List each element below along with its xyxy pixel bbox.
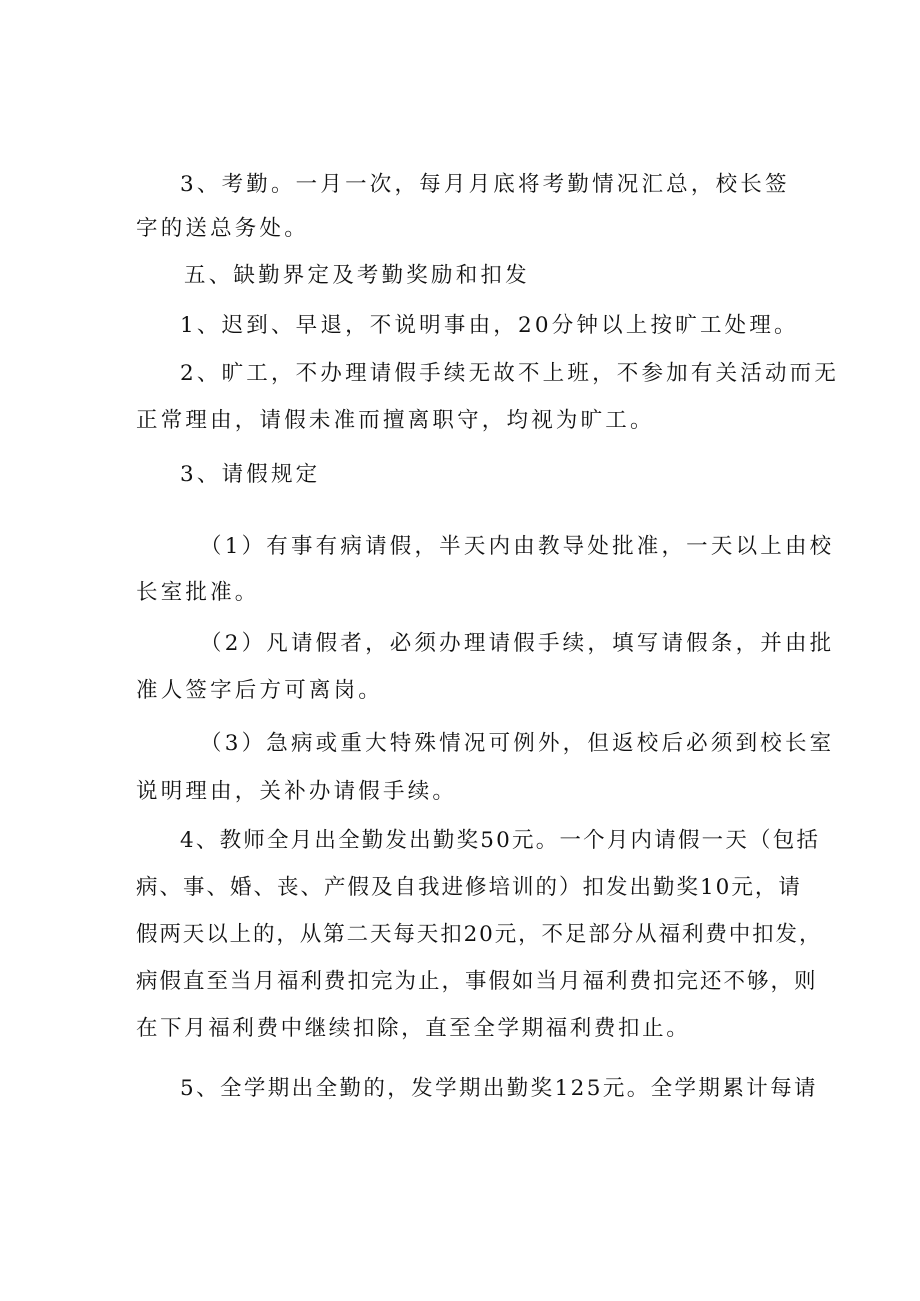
leave-rule-3-line-1: （3）急病或重大特殊情况可例外，但返校后必须到校长室 bbox=[200, 731, 835, 756]
leave-rule-3-line-2: 说明理由，关补办请假手续。 bbox=[136, 779, 458, 804]
paragraph-absenteeism-line-2: 正常理由，请假未准而擅离职守，均视为旷工。 bbox=[136, 408, 655, 433]
paragraph-late-early-leave: 1、迟到、早退，不说明事由，20分钟以上按旷工处理。 bbox=[180, 313, 799, 338]
paragraph-absenteeism-line-1: 2、旷工，不办理请假手续无故不上班，不参加有关活动而无 bbox=[180, 361, 840, 386]
paragraph-monthly-bonus-line-3: 假两天以上的，从第二天每天扣20元，不足部分从福利费中扣发， bbox=[136, 922, 823, 947]
paragraph-monthly-bonus-line-4: 病假直至当月福利费扣完为止，事假如当月福利费扣完还不够，则 bbox=[136, 969, 818, 994]
paragraph-attendance-summary-line-2: 字的送总务处。 bbox=[136, 216, 309, 241]
paragraph-attendance-summary-line-1: 3、考勤。一月一次，每月月底将考勤情况汇总，校长签 bbox=[180, 172, 790, 197]
paragraph-monthly-bonus-line-5: 在下月福利费中继续扣除，直至全学期福利费扣止。 bbox=[136, 1016, 691, 1041]
leave-rule-1-line-1: （1）有事有病请假，半天内由教导处批准，一天以上由校 bbox=[200, 534, 835, 559]
subheading-leave-rules: 3、请假规定 bbox=[180, 462, 321, 487]
paragraph-semester-bonus-line-1: 5、全学期出全勤的，发学期出勤奖125元。全学期累计每请 bbox=[180, 1076, 818, 1101]
leave-rule-2-line-1: （2）凡请假者，必须办理请假手续，填写请假条，并由批 bbox=[200, 631, 835, 656]
leave-rule-1-line-2: 长室批准。 bbox=[136, 580, 260, 605]
leave-rule-2-line-2: 准人签字后方可离岗。 bbox=[136, 678, 384, 703]
section-heading-absence-definition: 五、缺勤界定及考勤奖励和扣发 bbox=[184, 263, 530, 288]
paragraph-monthly-bonus-line-2: 病、事、婚、丧、产假及自我进修培训的）扣发出勤奖10元，请 bbox=[136, 875, 802, 900]
paragraph-monthly-bonus-line-1: 4、教师全月出全勤发出勤奖50元。一个月内请假一天（包括 bbox=[180, 828, 821, 853]
